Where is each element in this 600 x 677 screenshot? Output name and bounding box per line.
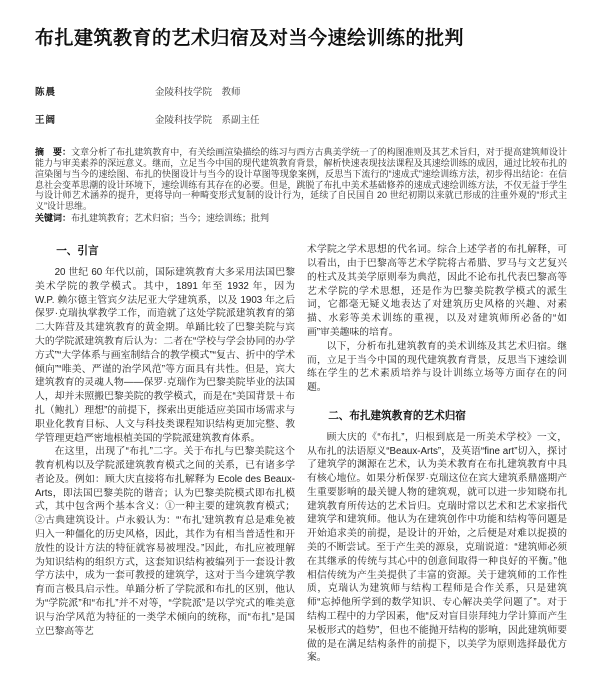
column-right: [307, 243, 567, 677]
abstract: [35, 147, 567, 212]
section-heading-introduction: 一、引言: [56, 245, 99, 258]
body-paragraph: 顾大庆的《“布扎”，归根到底是一所美术学校》一文，从布扎的法语原义“Beaux-Arts”，及英语“fine art”切入，探讨了建筑学的渊源在艺术，认为美术教育在布扎建筑教育中具有核心地位。如果分析保罗·克瑞这位在宾大建筑系鼎盛期产生重要影响的最关键人物的建筑观，就可以进一步知晓布扎建筑教育所传达的艺术旨归。克瑞时常以艺术和艺术家指代建筑学和建筑师。他认为在建筑创作中功能和结构等问题是开始追求美的前提，是设计的开始，之后便是对难以捉摸的美的不断尝试。至于产生美的源泉，克瑞说道：“建筑师必须在其继承的传统与其心中的创意间取得一种良好的平衡。”他相信传统为产生美提供了丰富的资源。关于建筑师的工作性质，克瑞认为建筑师与结构工程师是合作关系，只是建筑师“忘掉他所学到的数学知识、专心解决美学问题了”。对于结构工程中的力学因素，他“反对盲目崇拜纯力学计算而产生呆板形式的趋势”，但也不能抛开结构的影响，因此建筑师要做的是在满足结构条件的前提下，以美学为原则选择最优方案。: [307, 431, 567, 664]
keywords: [35, 213, 567, 224]
body-paragraph: 以下，分析布扎建筑教育的美术训练及其艺术归宿。继而，立足于当今中国的现代建筑教育背景，反思当下速绘训练在学生的艺术素质培养与设计训练立场等方面存在的问题。: [307, 340, 567, 394]
body-paragraph: 在这里，出现了“布扎”二字。关于布扎与巴黎美院这个教育机构以及学院派建筑教育模式之间的关系，已有诸多学者论及。例如：顾大庆直接将布扎解释为 Ecole des Beaux-Arts，即法国巴黎美院的谐音；认为巴黎美院模式即布扎模式，其中包含两个基本含义：①一种主要的建筑教育模式；②古典建筑设计。卢永毅认为：“‘布扎’建筑教育总是难免被归入一种僵化的历史风格，因此，其作为有相当普适性和开放性的设计方法的特征就容易被埋没。”因此，布扎应被理解为知识结构的组织方式，这套知识结构被编列于一套设计教学方法中，成为一套可教授的建筑学，这对于当今建筑学教育而言极具启示性。单踊分析了学院派和布扎的区别，他认为“学院派”和“布扎”并不对等，“学院派”是以学究式的唯美意识与治学风范为特征的一类学术倾向的统称，而“布扎”是国立巴黎高等艺: [35, 446, 295, 637]
author-affiliation: 金陵科技学院 教师: [155, 86, 241, 98]
body-paragraph: 20 世纪 60 年代以前，国际建筑教育大多采用法国巴黎美术学院的教学模式。其中，1891 年至 1932 年，因为 W.P. 赖尔德主管宾夕法尼亚大学建筑系，以及 1903 年之后保罗·克瑞执掌教学工作，而造就了这处学院派建筑教育的第二大阵营及其建筑教育的黄金期。单踊比较了巴黎美院与宾大的学院派建筑教育后认为：二者在“学校与学会协同的办学方式”“大学体系与画室制结合的教学模式”“复古、折中的学术倾向”“唯美、严谨的治学风范”等方面具有共性。但是，宾大建筑教育的灵魂人物——保罗·克瑞作为巴黎美院毕业的法国人，却并未照搬巴黎美院的教学模式，而是在“美国背景＋布扎（鲍扎）理想”的前提下，探索出更能适应美国市场需求与职业化教育目标、人文与科技类课程知识结构更加完整、教学管理更趋严密地根植美国的学院派建筑教育体系。: [35, 266, 295, 444]
author-name: 陈晨: [35, 86, 57, 98]
page-title: 布扎建筑教育的艺术归宿及对当今速绘训练的批判: [35, 28, 465, 49]
body-paragraph-continuation: 术学院之学术思想的代名词。综合上述学者的布扎解释，可以看出，由于巴黎高等艺术学院将古希腊、罗马与文艺复兴的柱式及其美学原则奉为典范，因此不论布扎代表巴黎高等艺术学院的学术思想，还是作为巴黎美院教学模式的派生词，它都毫无疑义地表达了对建筑历史风格的兴趣、对素描、水彩等美术训练的重视，以及对建筑师所必备的“如画”审美趣味的培育。: [307, 244, 567, 338]
column-left: [35, 243, 295, 677]
section-heading-beaux-arts: 二、布扎建筑教育的艺术归宿: [328, 409, 466, 422]
author-affiliation: 金陵科技学院 系副主任: [155, 114, 260, 126]
author-row: [35, 112, 567, 126]
author-block: [35, 84, 567, 126]
abstract-label: 摘 要：: [35, 146, 72, 157]
keywords-label: 关键词：: [35, 213, 72, 224]
keywords-text: 布扎建筑教育；艺术归宿；当今；速绘训练；批判: [71, 213, 270, 224]
abstract-text: 文章分析了布扎建筑教育中，有关绘画渲染描绘的练习与西方古典美学统一了的构图准则及其艺术旨归，对于提高建筑师设计能力与审美素养的深远意义。继而，立足当今中国的现代建筑教育背景，解析快速表现技法课程及其速绘训练的成因，通过比较布扎的渲染图与当今的速绘图、布扎的快图设计与当今的设计草图等现象案例，反思当下流行的“速成式”速绘训练方法，初步得出结论：在信息社会变革思潮的设计环境下，速绘训练有其存在的必要。但是，跳脱了布扎中美术基础修养的速成式速绘训练方法，不仅无益于学生与设计师艺术涵养的提升，更将导向一种畸变形式复制的设计行为，延续了自民国自 20 世纪初期以来就已形成的注重外观的“形式主义”设计思维。: [35, 146, 567, 212]
author-row: [35, 84, 567, 98]
body-columns: [35, 243, 567, 677]
author-name: 王阔: [35, 114, 57, 126]
